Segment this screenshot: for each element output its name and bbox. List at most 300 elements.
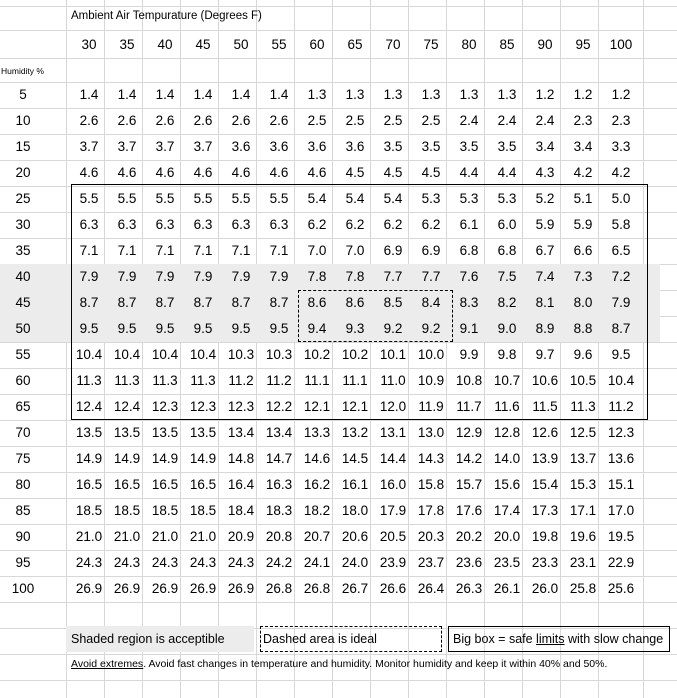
temperature-header: 35: [119, 37, 135, 52]
emc-value: 1.4: [155, 87, 175, 102]
emc-value: 23.1: [569, 555, 597, 570]
emc-value: 14.4: [379, 451, 407, 466]
emc-value: 3.5: [421, 139, 441, 154]
emc-value: 5.8: [611, 217, 631, 232]
emc-value: 7.1: [231, 243, 251, 258]
emc-value: 5.4: [383, 191, 403, 206]
emc-value: 5.5: [231, 191, 251, 206]
emc-value: 7.1: [79, 243, 99, 258]
emc-value: 13.5: [151, 425, 179, 440]
emc-value: 5.5: [155, 191, 175, 206]
emc-value: 18.5: [113, 503, 141, 518]
emc-value: 10.2: [341, 347, 369, 362]
emc-value: 2.3: [611, 113, 631, 128]
emc-value: 17.4: [493, 503, 521, 518]
emc-value: 7.1: [117, 243, 137, 258]
emc-value: 3.6: [345, 139, 365, 154]
humidity-row-label: 65: [15, 399, 31, 414]
emc-value: 8.2: [497, 295, 517, 310]
emc-value: 23.3: [531, 555, 559, 570]
emc-value: 2.6: [117, 113, 137, 128]
humidity-row-label: 40: [15, 269, 31, 284]
emc-value: 9.1: [459, 321, 479, 336]
emc-value: 26.1: [493, 581, 521, 596]
emc-value: 16.0: [379, 477, 407, 492]
emc-value: 9.2: [383, 321, 403, 336]
emc-value: 10.9: [417, 373, 445, 388]
emc-value: 10.5: [569, 373, 597, 388]
humidity-axis-label: Humidity %: [1, 66, 44, 76]
emc-value: 8.7: [611, 321, 631, 336]
gridline-horizontal: [0, 30, 677, 31]
emc-value: 3.5: [459, 139, 479, 154]
emc-value: 20.5: [379, 529, 407, 544]
emc-value: 11.5: [532, 399, 558, 414]
emc-value: 6.2: [345, 217, 365, 232]
emc-value: 17.0: [607, 503, 635, 518]
emc-value: 12.9: [455, 425, 483, 440]
emc-value: 6.3: [231, 217, 251, 232]
emc-value: 12.8: [493, 425, 521, 440]
emc-value: 13.6: [607, 451, 635, 466]
emc-value: 6.2: [383, 217, 403, 232]
emc-value: 1.3: [383, 87, 403, 102]
emc-value: 5.0: [611, 191, 631, 206]
emc-value: 5.9: [573, 217, 593, 232]
humidity-row-label: 90: [15, 529, 31, 544]
emc-value: 9.5: [79, 321, 99, 336]
emc-value: 2.3: [573, 113, 593, 128]
emc-value: 19.8: [531, 529, 559, 544]
emc-value: 9.5: [231, 321, 251, 336]
emc-value: 16.1: [341, 477, 369, 492]
humidity-row-label: 25: [15, 191, 31, 206]
emc-value: 1.4: [193, 87, 213, 102]
emc-value: 16.3: [265, 477, 293, 492]
emc-value: 18.0: [341, 503, 369, 518]
emc-value: 4.6: [269, 165, 289, 180]
emc-value: 3.4: [573, 139, 593, 154]
emc-value: 1.3: [459, 87, 479, 102]
emc-value: 24.3: [151, 555, 179, 570]
emc-value: 12.6: [531, 425, 559, 440]
gridline-horizontal: [0, 680, 677, 681]
emc-value: 2.4: [535, 113, 555, 128]
emc-value: 14.6: [303, 451, 331, 466]
emc-value: 10.1: [379, 347, 407, 362]
emc-value: 8.5: [383, 295, 403, 310]
emc-value: 12.5: [569, 425, 597, 440]
emc-value: 6.9: [421, 243, 441, 258]
emc-value: 3.7: [117, 139, 137, 154]
emc-value: 15.7: [455, 477, 483, 492]
emc-value: 1.4: [79, 87, 99, 102]
emc-value: 11.1: [342, 373, 368, 388]
emc-value: 18.5: [189, 503, 217, 518]
emc-value: 22.9: [607, 555, 635, 570]
emc-value: 6.6: [573, 243, 593, 258]
emc-value: 5.2: [535, 191, 555, 206]
emc-value: 8.0: [573, 295, 593, 310]
emc-value: 21.0: [189, 529, 217, 544]
emc-value: 15.6: [493, 477, 521, 492]
temperature-header: 70: [385, 37, 401, 52]
humidity-row-label: 20: [15, 165, 31, 180]
emc-value: 12.3: [189, 399, 217, 414]
emc-value: 2.6: [193, 113, 213, 128]
emc-value: 16.5: [189, 477, 217, 492]
emc-value: 4.6: [307, 165, 327, 180]
emc-value: 11.3: [114, 373, 140, 388]
emc-value: 7.9: [269, 269, 289, 284]
emc-value: 14.9: [113, 451, 141, 466]
emc-value: 12.3: [227, 399, 255, 414]
emc-value: 9.7: [535, 347, 555, 362]
emc-value: 7.9: [231, 269, 251, 284]
emc-value: 9.5: [117, 321, 137, 336]
emc-value: 26.6: [379, 581, 407, 596]
emc-value: 6.3: [155, 217, 175, 232]
emc-value: 14.0: [493, 451, 521, 466]
legend-bigbox-text: Big box = safe limits with slow change: [453, 632, 664, 646]
emc-value: 13.1: [379, 425, 407, 440]
emc-value: 5.4: [307, 191, 327, 206]
emc-value: 5.1: [573, 191, 593, 206]
footer-note: Avoid extremes. Avoid fast changes in temperature and humidity. Monitor humidity and keep it within 40% and 50%.: [71, 658, 608, 670]
emc-value: 7.1: [193, 243, 213, 258]
humidity-row-label: 15: [15, 139, 31, 154]
legend-dashed-text: Dashed area is ideal: [263, 632, 377, 646]
emc-value: 10.4: [607, 373, 635, 388]
emc-value: 6.7: [535, 243, 555, 258]
emc-value: 2.6: [155, 113, 175, 128]
emc-value: 7.8: [345, 269, 365, 284]
emc-value: 11.9: [418, 399, 444, 414]
emc-value: 2.5: [345, 113, 365, 128]
emc-value: 24.3: [113, 555, 141, 570]
humidity-row-label: 5: [19, 87, 27, 102]
emc-value: 6.1: [459, 217, 479, 232]
emc-value: 9.6: [573, 347, 593, 362]
emc-value: 26.9: [75, 581, 103, 596]
emc-value: 11.2: [608, 399, 634, 414]
temperature-header: 60: [309, 37, 325, 52]
emc-value: 9.5: [269, 321, 289, 336]
emc-value: 14.8: [227, 451, 255, 466]
emc-value: 4.5: [345, 165, 365, 180]
emc-value: 10.4: [151, 347, 179, 362]
emc-value: 12.4: [113, 399, 141, 414]
emc-value: 7.1: [269, 243, 289, 258]
emc-value: 13.9: [531, 451, 559, 466]
emc-value: 9.3: [345, 321, 365, 336]
emc-value: 10.0: [417, 347, 445, 362]
emc-value: 24.3: [227, 555, 255, 570]
emc-value: 12.2: [265, 399, 293, 414]
emc-value: 2.6: [269, 113, 289, 128]
emc-value: 4.2: [611, 165, 631, 180]
emc-value: 13.3: [303, 425, 331, 440]
emc-value: 26.0: [531, 581, 559, 596]
emc-value: 8.7: [117, 295, 137, 310]
emc-value: 8.8: [573, 321, 593, 336]
emc-value: 7.2: [611, 269, 631, 284]
emc-value: 8.6: [307, 295, 327, 310]
emc-value: 12.1: [341, 399, 369, 414]
emc-value: 10.2: [303, 347, 331, 362]
temperature-header: 95: [575, 37, 591, 52]
emc-value: 11.3: [570, 399, 596, 414]
emc-value: 5.5: [269, 191, 289, 206]
emc-value: 10.3: [265, 347, 293, 362]
humidity-row-label: 100: [11, 581, 35, 596]
emc-value: 5.3: [421, 191, 441, 206]
emc-value: 21.0: [151, 529, 179, 544]
emc-value: 7.3: [573, 269, 593, 284]
emc-value: 9.5: [155, 321, 175, 336]
emc-value: 8.7: [193, 295, 213, 310]
emc-value: 4.6: [155, 165, 175, 180]
humidity-row-label: 35: [15, 243, 31, 258]
emc-value: 26.9: [151, 581, 179, 596]
emc-value: 7.8: [307, 269, 327, 284]
temperature-header: 75: [423, 37, 439, 52]
emc-value: 8.1: [535, 295, 555, 310]
emc-value: 26.3: [455, 581, 483, 596]
temperature-header: 100: [609, 37, 633, 52]
emc-value: 3.3: [611, 139, 631, 154]
emc-value: 15.3: [569, 477, 597, 492]
emc-value: 10.3: [227, 347, 255, 362]
emc-value: 6.8: [459, 243, 479, 258]
emc-value: 18.2: [303, 503, 331, 518]
emc-value: 23.6: [455, 555, 483, 570]
emc-value: 7.9: [193, 269, 213, 284]
emc-value: 26.9: [189, 581, 217, 596]
temperature-header: 30: [81, 37, 97, 52]
emc-value: 14.7: [265, 451, 293, 466]
emc-value: 6.3: [193, 217, 213, 232]
emc-value: 10.8: [455, 373, 483, 388]
emc-value: 24.3: [75, 555, 103, 570]
emc-value: 26.9: [227, 581, 255, 596]
emc-value: 3.5: [383, 139, 403, 154]
humidity-row-label: 55: [15, 347, 31, 362]
emc-value: 1.2: [535, 87, 555, 102]
humidity-row-label: 95: [15, 555, 31, 570]
table-header-title: Ambient Air Tempurature (Degrees F): [71, 10, 262, 22]
emc-value: 8.3: [459, 295, 479, 310]
emc-value: 3.7: [79, 139, 99, 154]
emc-value: 9.9: [459, 347, 479, 362]
emc-value: 1.3: [497, 87, 517, 102]
emc-value: 24.1: [303, 555, 331, 570]
emc-value: 10.4: [189, 347, 217, 362]
emc-value: 14.9: [151, 451, 179, 466]
emc-value: 19.6: [569, 529, 597, 544]
emc-value: 23.5: [493, 555, 521, 570]
emc-value: 15.4: [531, 477, 559, 492]
ideal-dashed-area: [298, 290, 453, 342]
emc-value: 1.3: [421, 87, 441, 102]
emc-value: 8.7: [155, 295, 175, 310]
emc-value: 21.0: [75, 529, 103, 544]
emc-value: 4.4: [459, 165, 479, 180]
emc-value: 1.4: [117, 87, 137, 102]
emc-value: 21.0: [113, 529, 141, 544]
emc-value: 1.2: [573, 87, 593, 102]
humidity-row-label: 50: [15, 321, 31, 336]
humidity-row-label: 10: [15, 113, 31, 128]
emc-value: 26.7: [341, 581, 369, 596]
emc-value: 11.7: [456, 399, 482, 414]
humidity-row-label: 75: [15, 451, 31, 466]
emc-value: 8.6: [345, 295, 365, 310]
emc-value: 2.4: [459, 113, 479, 128]
emc-value: 3.5: [497, 139, 517, 154]
emc-value: 8.7: [231, 295, 251, 310]
emc-value: 4.5: [383, 165, 403, 180]
humidity-row-label: 70: [15, 425, 31, 440]
emc-value: 2.5: [383, 113, 403, 128]
emc-value: 6.3: [79, 217, 99, 232]
emc-value: 24.0: [341, 555, 369, 570]
emc-value: 16.5: [75, 477, 103, 492]
emc-value: 6.8: [497, 243, 517, 258]
emc-value: 12.1: [303, 399, 331, 414]
emc-value: 12.4: [75, 399, 103, 414]
emc-value: 20.9: [227, 529, 255, 544]
emc-value: 1.2: [611, 87, 631, 102]
emc-value: 2.4: [497, 113, 517, 128]
emc-value: 8.9: [535, 321, 555, 336]
emc-value: 26.4: [417, 581, 445, 596]
emc-value: 17.6: [455, 503, 483, 518]
emc-value: 9.5: [611, 347, 631, 362]
emc-value: 5.4: [345, 191, 365, 206]
emc-value: 8.4: [421, 295, 441, 310]
temperature-header: 40: [157, 37, 173, 52]
humidity-row-label: 30: [15, 217, 31, 232]
emc-value: 9.0: [497, 321, 517, 336]
emc-value: 13.5: [113, 425, 141, 440]
emc-value: 11.1: [304, 373, 330, 388]
emc-value: 1.3: [307, 87, 327, 102]
emc-value: 10.7: [493, 373, 521, 388]
emc-value: 16.5: [151, 477, 179, 492]
emc-value: 6.3: [117, 217, 137, 232]
emc-value: 17.1: [569, 503, 597, 518]
emc-value: 2.5: [421, 113, 441, 128]
emc-value: 4.6: [231, 165, 251, 180]
emc-value: 10.4: [113, 347, 141, 362]
emc-value: 20.0: [493, 529, 521, 544]
emc-value: 5.5: [193, 191, 213, 206]
emc-value: 7.6: [459, 269, 479, 284]
emc-value: 4.6: [117, 165, 137, 180]
emc-value: 18.5: [151, 503, 179, 518]
emc-value: 4.5: [421, 165, 441, 180]
gridline-vertical: [66, 0, 67, 698]
temperature-header: 55: [271, 37, 287, 52]
emc-value: 1.4: [269, 87, 289, 102]
emc-value: 2.5: [307, 113, 327, 128]
emc-value: 12.0: [379, 399, 407, 414]
emc-value: 14.5: [341, 451, 369, 466]
emc-value: 20.8: [265, 529, 293, 544]
emc-value: 11.2: [228, 373, 254, 388]
temperature-header: 45: [195, 37, 211, 52]
emc-value: 4.6: [79, 165, 99, 180]
emc-value: 10.4: [75, 347, 103, 362]
emc-value: 13.4: [265, 425, 293, 440]
emc-value: 11.3: [152, 373, 178, 388]
emc-value: 7.5: [497, 269, 517, 284]
temperature-header: 85: [499, 37, 515, 52]
emc-value: 25.8: [569, 581, 597, 596]
emc-value: 6.3: [269, 217, 289, 232]
emc-value: 4.2: [573, 165, 593, 180]
emc-value: 23.7: [417, 555, 445, 570]
emc-value: 14.3: [417, 451, 445, 466]
gridline-horizontal: [0, 602, 677, 603]
emc-value: 15.1: [607, 477, 635, 492]
emc-value: 9.5: [193, 321, 213, 336]
emc-value: 8.7: [79, 295, 99, 310]
emc-value: 1.4: [231, 87, 251, 102]
emc-value: 7.9: [117, 269, 137, 284]
humidity-row-label: 60: [15, 373, 31, 388]
emc-value: 2.6: [79, 113, 99, 128]
emc-value: 6.2: [421, 217, 441, 232]
footer-avoid-extremes: Avoid extremes: [71, 658, 144, 670]
emc-value: 20.6: [341, 529, 369, 544]
emc-value: 9.8: [497, 347, 517, 362]
emc-value: 14.9: [189, 451, 217, 466]
humidity-row-label: 80: [15, 477, 31, 492]
temperature-header: 90: [537, 37, 553, 52]
emc-value: 18.5: [75, 503, 103, 518]
emc-value: 26.8: [265, 581, 293, 596]
emc-value: 11.6: [494, 399, 520, 414]
emc-value: 5.5: [117, 191, 137, 206]
emc-value: 13.7: [569, 451, 597, 466]
humidity-row-label: 45: [15, 295, 31, 310]
emc-value: 6.5: [611, 243, 631, 258]
emc-value: 11.0: [380, 373, 406, 388]
gridline-horizontal: [0, 654, 677, 655]
emc-value: 6.0: [497, 217, 517, 232]
emc-value: 5.3: [459, 191, 479, 206]
emc-value: 19.5: [607, 529, 635, 544]
emc-value: 9.2: [421, 321, 441, 336]
emc-value: 13.5: [75, 425, 103, 440]
emc-value: 14.2: [455, 451, 483, 466]
emc-value: 12.3: [607, 425, 635, 440]
emc-value: 4.6: [193, 165, 213, 180]
emc-value: 20.7: [303, 529, 331, 544]
emc-value: 12.3: [151, 399, 179, 414]
emc-value: 2.6: [231, 113, 251, 128]
emc-value: 24.3: [189, 555, 217, 570]
emc-value: 18.3: [265, 503, 293, 518]
emc-value: 4.4: [497, 165, 517, 180]
emc-value: 20.3: [417, 529, 445, 544]
emc-value: 20.2: [455, 529, 483, 544]
emc-value: 7.0: [307, 243, 327, 258]
emc-value: 16.2: [303, 477, 331, 492]
emc-value: 3.6: [269, 139, 289, 154]
